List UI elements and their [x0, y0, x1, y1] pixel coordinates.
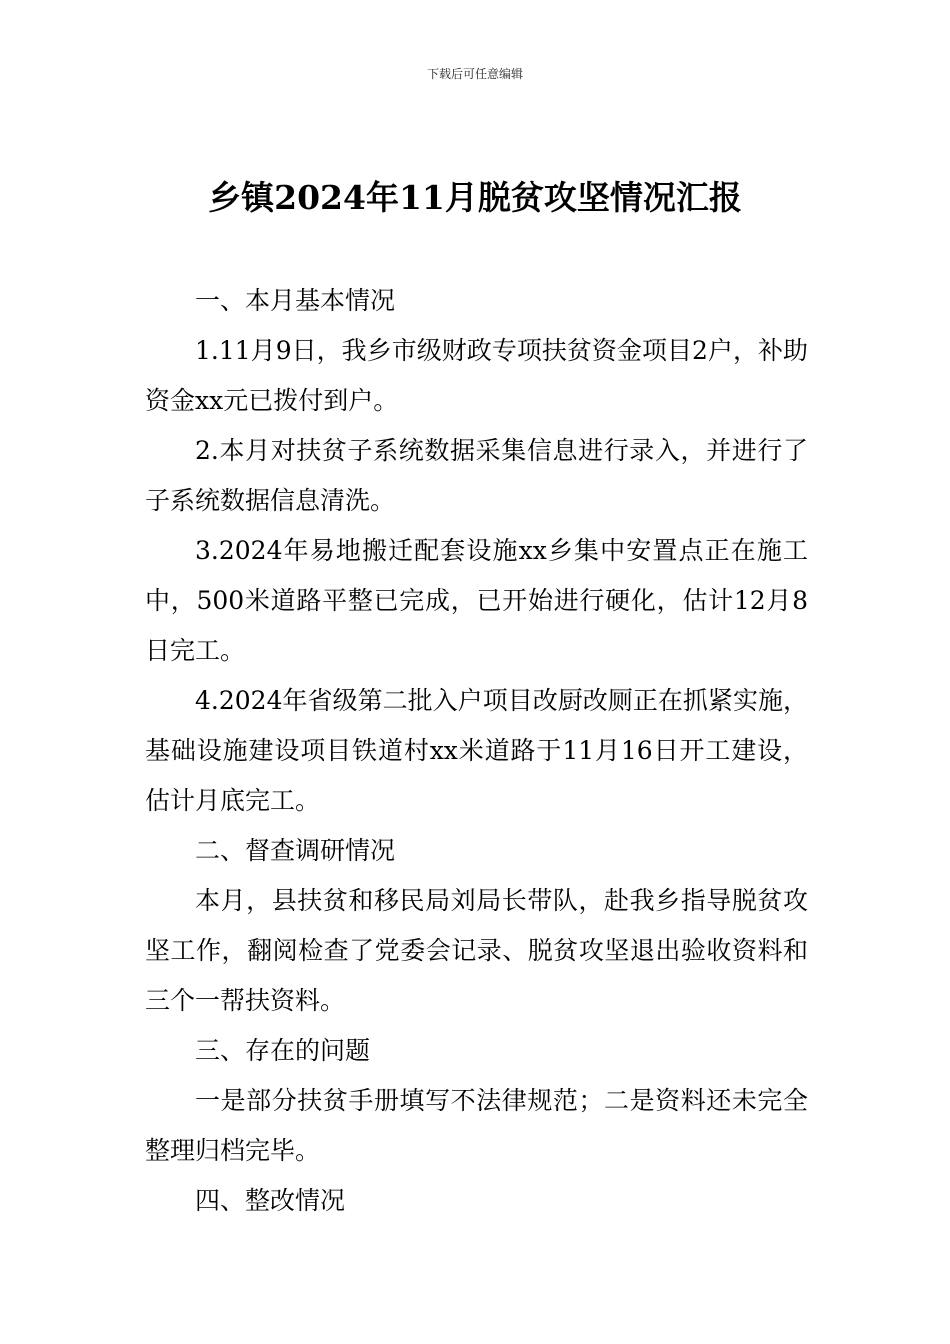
section-heading-problems: 三、存在的问题 [195, 1036, 371, 1065]
paragraph-item-4: 4.2024年省级第二批入户项目改厨改厕正在抓紧实施，基础设施建设项目铁道村xx米道路于11月16日开工建设，估计月底完工。 [145, 686, 808, 815]
document-title: 乡镇2024年11月脱贫攻坚情况汇报 [208, 178, 742, 217]
paragraph-item-1: 1.11月9日，我乡市级财政专项扶贫资金项目2户，补助资金xx元已拨付到户。 [145, 336, 808, 415]
paragraph-item-2: 2.本月对扶贫子系统数据采集信息进行录入，并进行了子系统数据信息清洗。 [145, 436, 808, 515]
paragraph-problems: 一是部分扶贫手册填写不法律规范；二是资料还未完全整理归档完毕。 [145, 1086, 808, 1165]
paragraph-item-3: 3.2024年易地搬迁配套设施xx乡集中安置点正在施工中，500米道路平整已完成，已开始进行硬化，估计12月8日完工。 [145, 536, 808, 665]
section-heading-inspection: 二、督查调研情况 [195, 836, 396, 865]
section-heading-basic: 一、本月基本情况 [195, 286, 396, 315]
document-body [145, 276, 808, 1226]
section-heading-rectification: 四、整改情况 [195, 1186, 346, 1215]
paragraph-inspection: 本月，县扶贫和移民局刘局长带队，赴我乡指导脱贫攻坚工作，翻阅检查了党委会记录、脱贫攻坚退出验收资料和三个一帮扶资料。 [145, 886, 808, 1015]
header-note: 下载后可任意编辑 [426, 67, 523, 81]
